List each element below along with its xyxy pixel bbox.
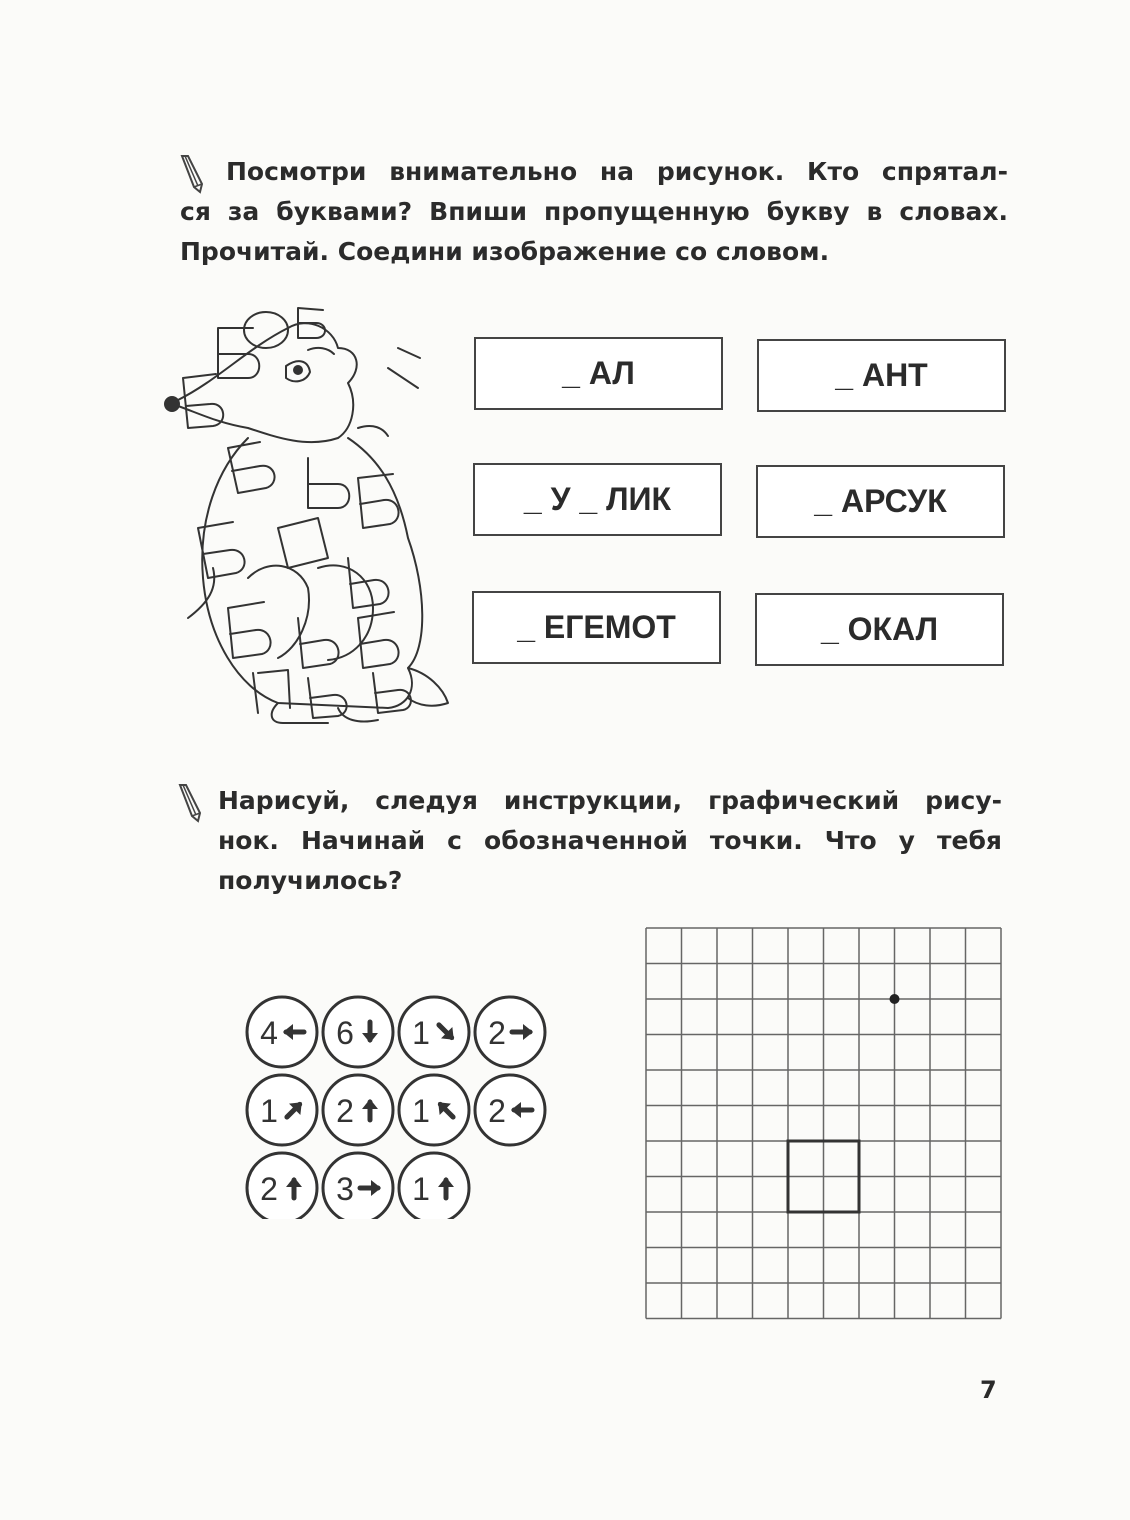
word-text: _ АРСУК	[814, 483, 947, 519]
instruction-count: 3	[336, 1171, 354, 1207]
instruction-count: 6	[336, 1015, 354, 1051]
task2-instruction	[218, 781, 1002, 901]
pencil-icon	[176, 783, 206, 823]
word-box-6	[755, 593, 1004, 666]
word-box-3	[473, 463, 722, 536]
instruction-count: 1	[412, 1015, 430, 1051]
page-number: 7	[980, 1376, 997, 1404]
instruction-count: 2	[488, 1093, 506, 1129]
instruction-circle	[475, 1075, 545, 1145]
instruction-circle	[399, 1075, 469, 1145]
word-text: _ АЛ	[562, 355, 635, 391]
word-text: _ АНТ	[835, 357, 928, 393]
instruction-circle	[323, 1075, 393, 1145]
task1-line: ся за буквами? Впиши пропущенную букву в словах.	[180, 197, 1008, 226]
instruction-circle	[323, 997, 393, 1067]
task1-instruction	[180, 152, 1008, 272]
task1-line: Прочитай. Соедини изображение со словом.	[180, 237, 830, 266]
word-text: _ У _ ЛИК	[523, 481, 672, 517]
task2-line: нок. Начинай с обозначенной точки. Что у тебя	[218, 826, 1002, 855]
hidden-animal-illustration	[158, 288, 458, 728]
task1-line: Посмотри внимательно на рисунок. Кто спрятал-	[226, 157, 1008, 186]
word-text: _ ОКАЛ	[820, 611, 939, 647]
word-box-1	[474, 337, 723, 410]
word-box-4	[756, 465, 1005, 538]
instruction-count: 2	[260, 1171, 278, 1207]
instruction-count: 1	[412, 1093, 430, 1129]
instruction-circle	[399, 1153, 469, 1219]
instruction-count: 2	[336, 1093, 354, 1129]
drawing-grid	[644, 926, 1004, 1324]
word-box-5	[472, 591, 721, 664]
instruction-circle	[247, 1153, 317, 1219]
start-dot	[890, 994, 900, 1004]
word-box-2	[757, 339, 1006, 412]
instruction-circle	[399, 997, 469, 1067]
instruction-count: 1	[260, 1093, 278, 1129]
task2-line: Нарисуй, следуя инструкции, графический рису-	[218, 786, 1002, 815]
task2-line: получилось?	[218, 866, 403, 895]
word-text: _ ЕГЕМОТ	[517, 609, 676, 645]
instruction-count: 2	[488, 1015, 506, 1051]
instruction-circle	[475, 997, 545, 1067]
instruction-count: 4	[260, 1015, 278, 1051]
instruction-circle	[247, 1075, 317, 1145]
direction-instructions	[244, 994, 554, 1219]
instruction-circle	[323, 1153, 393, 1219]
instruction-circle	[247, 997, 317, 1067]
instruction-count: 1	[412, 1171, 430, 1207]
